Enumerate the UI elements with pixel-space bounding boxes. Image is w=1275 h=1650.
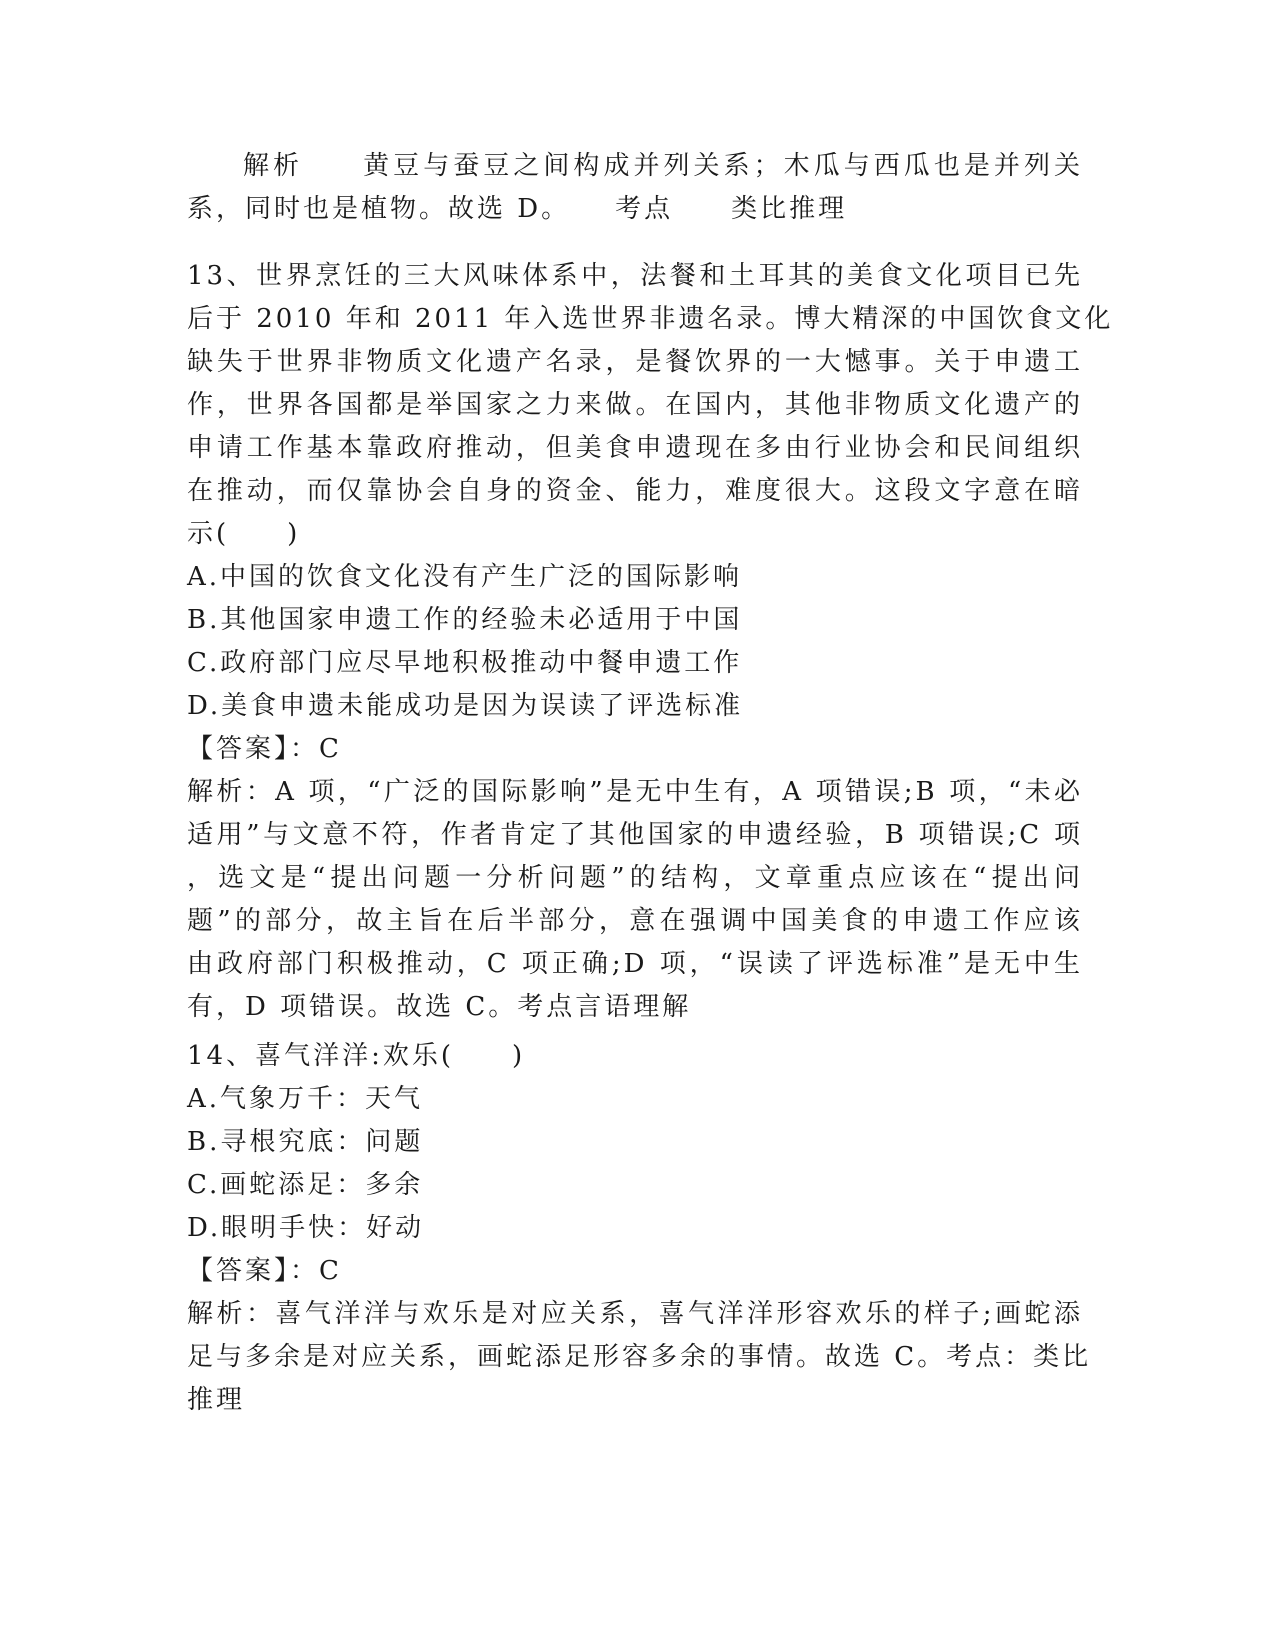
question-stem-line: 13、世界烹饪的三大风味体系中，法餐和土耳其的美食文化项目已先 (187, 261, 1083, 291)
analysis-line: 适用”与文意不符，作者肯定了其他国家的申遗经验，B 项错误;C 项 (187, 820, 1083, 850)
answer-label: 【答案】：C (187, 1256, 342, 1286)
question-stem-line: 作，世界各国都是举国家之力来做。在国内，其他非物质文化遗产的 (187, 390, 1083, 420)
analysis-line: 解析：A 项，“广泛的国际影响”是无中生有，A 项错误;B 项，“未必 (187, 777, 1083, 807)
analysis-line: 系，同时也是植物。故选 D。 考点 类比推理 (187, 194, 848, 224)
question-14 (187, 1035, 1092, 1422)
question-stem-line: 示( ) (187, 519, 301, 549)
analysis-line: ，选文是“提出问题一分析问题”的结构，文章重点应该在“提出问 (187, 863, 1083, 893)
analysis-line: 足与多余是对应关系，画蛇添足形容多余的事情。故选 C。考点：类比 (187, 1342, 1092, 1372)
option-b: B.寻根究底：问题 (187, 1127, 424, 1157)
option-a: A.中国的饮食文化没有产生广泛的国际影响 (187, 562, 743, 592)
question-stem-line: 在推动，而仅靠协会自身的资金、能力，难度很大。这段文字意在暗 (187, 476, 1083, 506)
analysis-line: 题”的部分，故主旨在后半部分，意在强调中国美食的申遗工作应该 (187, 906, 1083, 936)
option-c: C.政府部门应尽早地积极推动中餐申遗工作 (187, 648, 743, 678)
previous-question-analysis (187, 145, 1083, 231)
analysis-line: 解析 黄豆与蚕豆之间构成并列关系；木瓜与西瓜也是并列关 (243, 151, 1083, 181)
question-stem-line: 后于 2010 年和 2011 年入选世界非遗名录。博大精深的中国饮食文化 (187, 304, 1114, 334)
option-d: D.眼明手快：好动 (187, 1213, 425, 1243)
option-d: D.美食申遗未能成功是因为误读了评选标准 (187, 691, 744, 721)
option-b: B.其他国家申遗工作的经验未必适用于中国 (187, 605, 743, 635)
option-c: C.画蛇添足：多余 (187, 1170, 424, 1200)
question-13 (187, 255, 1114, 1029)
analysis-line: 解析：喜气洋洋与欢乐是对应关系，喜气洋洋形容欢乐的样子;画蛇添 (187, 1299, 1083, 1329)
question-stem-line: 缺失于世界非物质文化遗产名录，是餐饮界的一大憾事。关于申遗工 (187, 347, 1083, 377)
question-stem-line: 14、喜气洋洋:欢乐( ) (187, 1041, 526, 1071)
analysis-line: 有，D 项错误。故选 C。考点言语理解 (187, 992, 692, 1022)
question-stem-line: 申请工作基本靠政府推动，但美食申遗现在多由行业协会和民间组织 (187, 433, 1083, 463)
analysis-line: 推理 (187, 1385, 246, 1415)
option-a: A.气象万千：天气 (187, 1084, 424, 1114)
answer-label: 【答案】：C (187, 734, 342, 764)
analysis-line: 由政府部门积极推动，C 项正确;D 项，“误读了评选标准”是无中生 (187, 949, 1083, 979)
